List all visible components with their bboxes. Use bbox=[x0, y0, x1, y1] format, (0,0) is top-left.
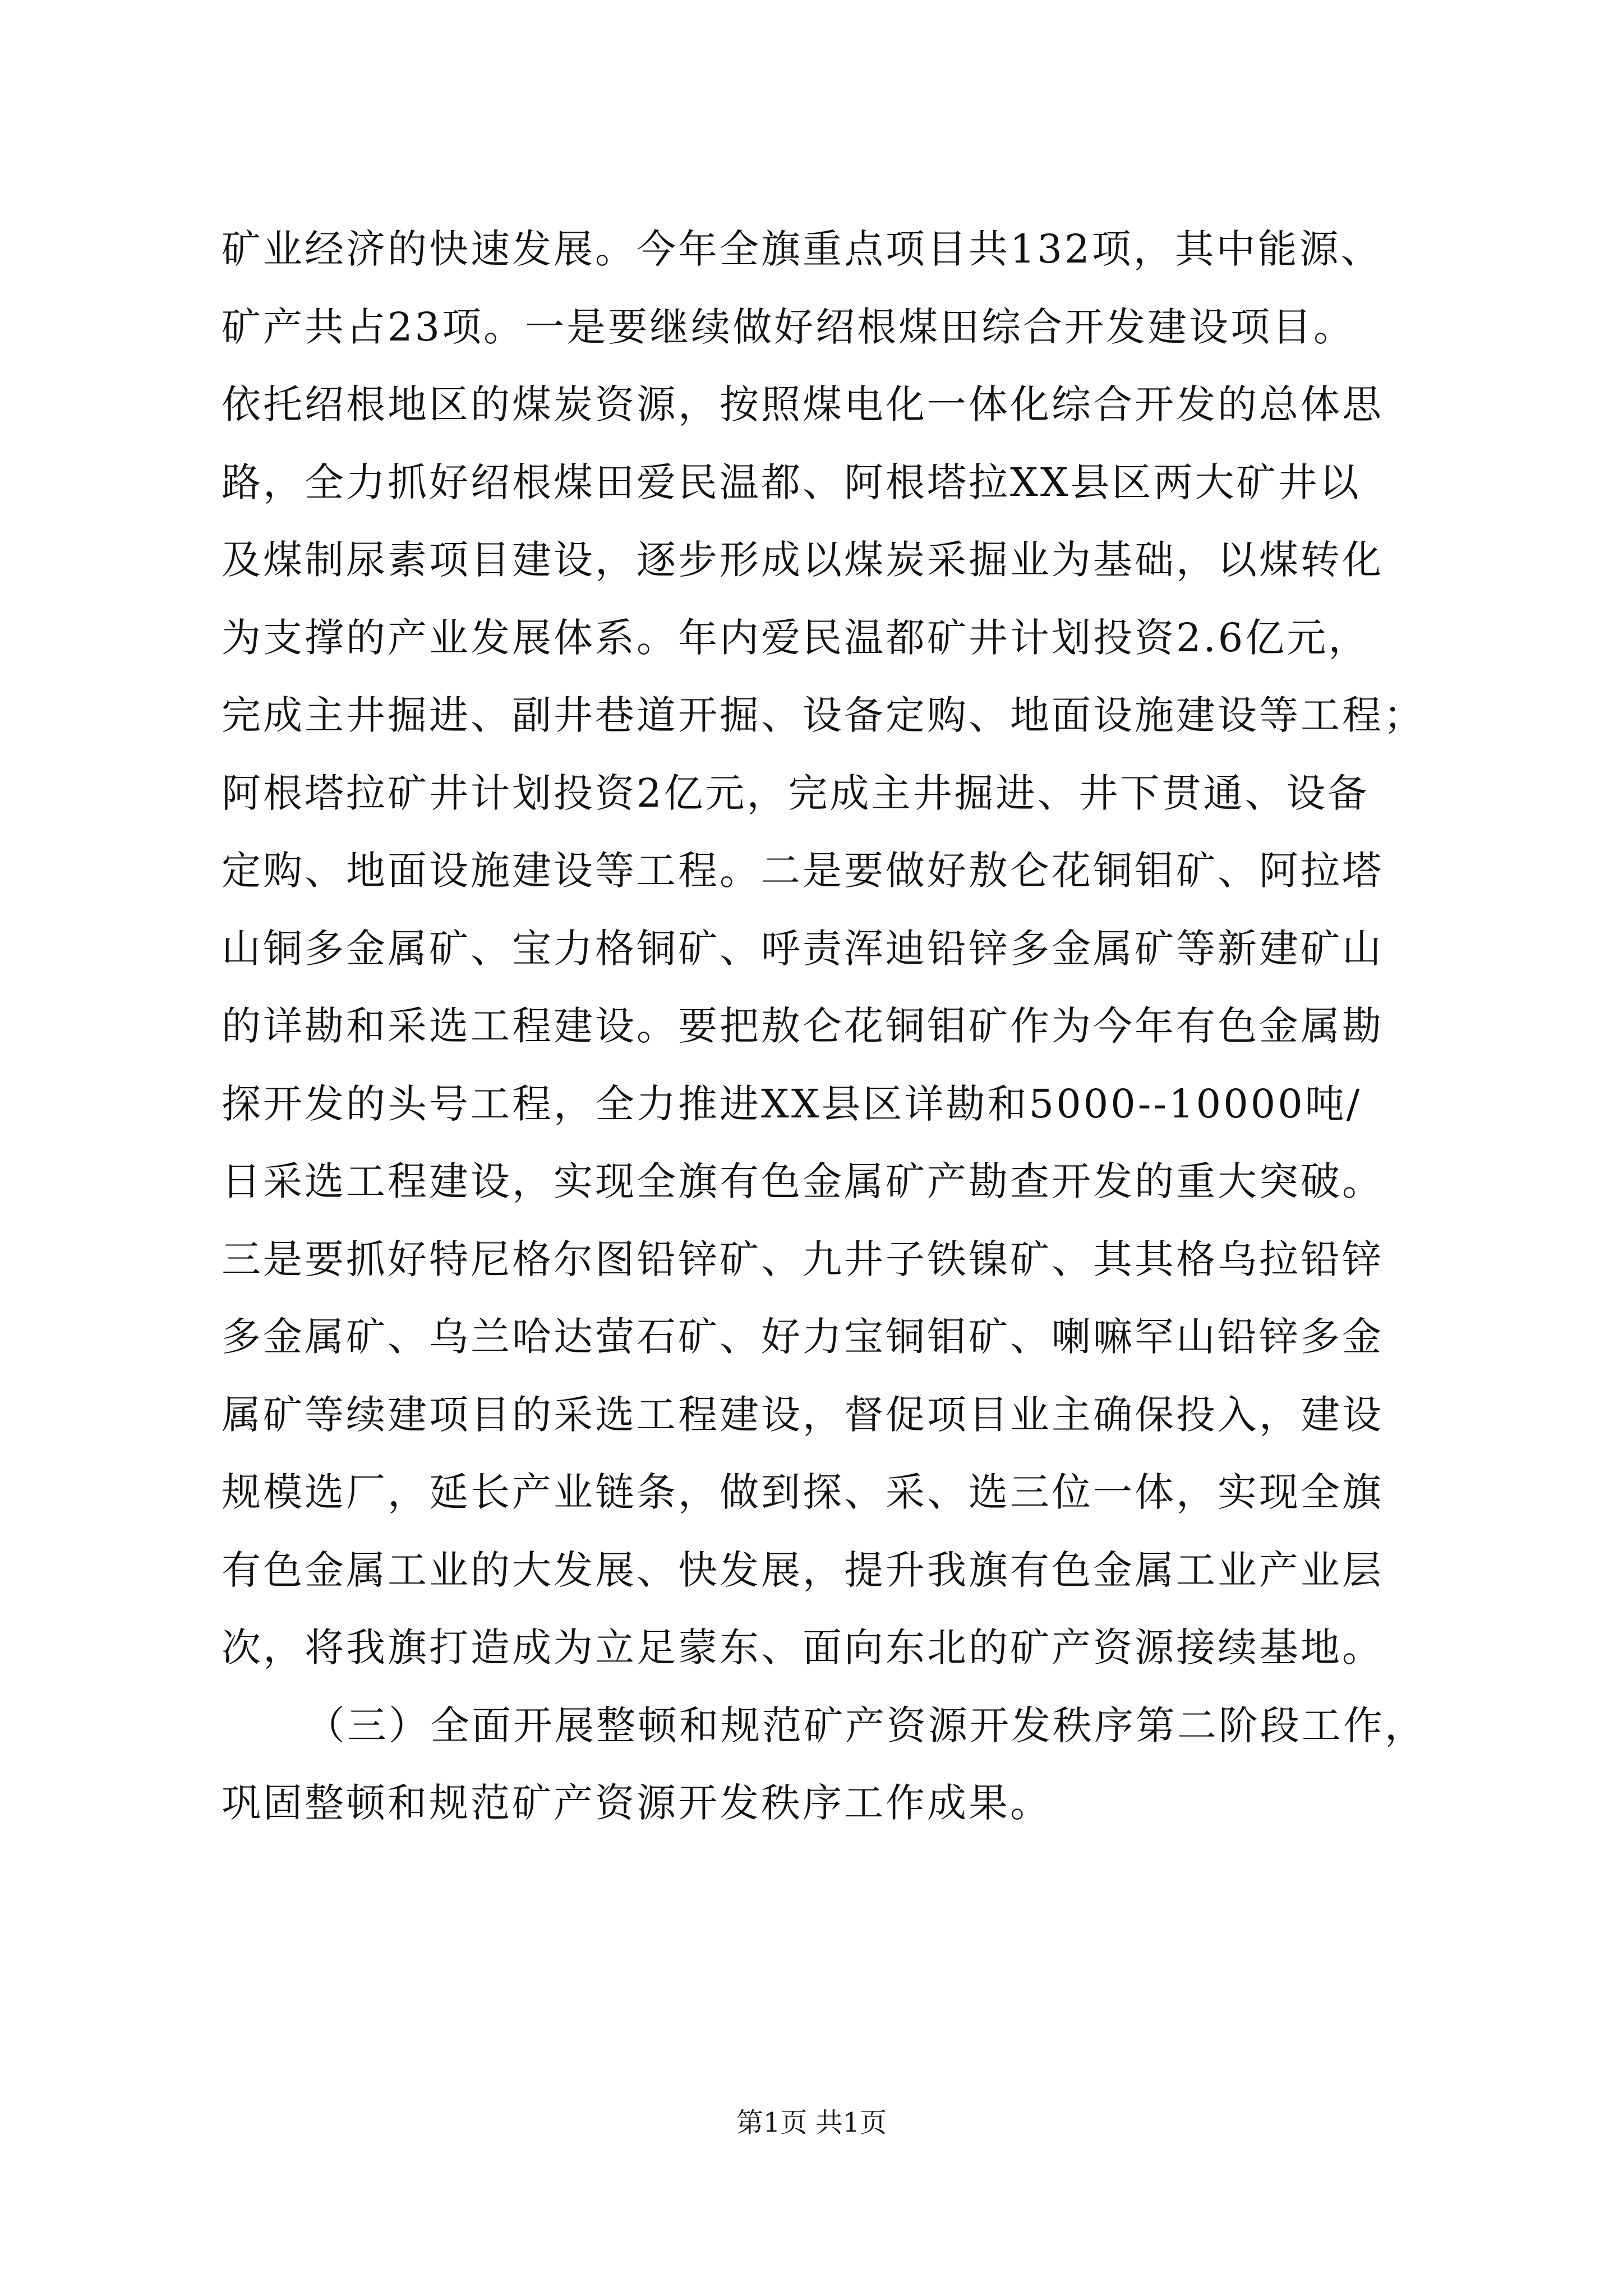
text-line: 完成主井掘进、副井巷道开掘、设备定购、地面设施建设等工程； bbox=[222, 692, 1425, 738]
text-line: 三是要抓好特尼格尔图铅锌矿、九井子铁镍矿、其其格乌拉铅锌 bbox=[222, 1236, 1384, 1282]
page-footer: 第1页 共1页 bbox=[736, 2107, 887, 2138]
text-line: 为支撑的产业发展体系。年内爱民温都矿井计划投资2.6亿元， bbox=[222, 614, 1370, 661]
text-line: 定购、地面设施建设等工程。二是要做好敖仑花铜钼矿、阿拉塔 bbox=[222, 848, 1384, 894]
text-line: 及煤制尿素项目建设，逐步形成以煤炭采掘业为基础，以煤转化 bbox=[222, 537, 1384, 583]
text-line: 规模选厂，延长产业链条，做到探、采、选三位一体，实现全旗 bbox=[222, 1469, 1384, 1515]
text-line: 山铜多金属矿、宝力格铜矿、呼责浑迪铅锌多金属矿等新建矿山 bbox=[222, 925, 1384, 972]
section-heading-line: （三）全面开展整顿和规范矿产资源开发秩序第二阶段工作， bbox=[306, 1702, 1426, 1749]
text-line: 巩固整顿和规范矿产资源开发秩序工作成果。 bbox=[222, 1780, 1052, 1826]
text-line: 有色金属工业的大发展、快发展，提升我旗有色金属工业产业层 bbox=[222, 1547, 1384, 1593]
text-line: 路，全力抓好绍根煤田爱民温都、阿根塔拉XX县区两大矿井以 bbox=[222, 459, 1361, 505]
text-line: 的详勘和采选工程建设。要把敖仑花铜钼矿作为今年有色金属勘 bbox=[222, 1003, 1384, 1049]
text-line: 次，将我旗打造成为立足蒙东、面向东北的矿产资源接续基地。 bbox=[222, 1625, 1384, 1671]
text-line: 矿业经济的快速发展。今年全旗重点项目共132项，其中能源、 bbox=[222, 226, 1382, 272]
text-line: 探开发的头号工程，全力推进XX县区详勘和5000--10000吨/ bbox=[222, 1080, 1362, 1127]
text-line: 依托绍根地区的煤炭资源，按照煤电化一体化综合开发的总体思 bbox=[222, 381, 1384, 427]
text-line: 阿根塔拉矿井计划投资2亿元，完成主井掘进、井下贯通、设备 bbox=[222, 770, 1370, 816]
text-line: 日采选工程建设，实现全旗有色金属矿产勘查开发的重大突破。 bbox=[222, 1158, 1384, 1204]
text-line: 矿产共占23项。一是要继续做好绍根煤田综合开发建设项目。 bbox=[222, 303, 1355, 350]
text-line: 属矿等续建项目的采选工程建设，督促项目业主确保投入，建设 bbox=[222, 1391, 1384, 1438]
text-line: 多金属矿、乌兰哈达萤石矿、好力宝铜钼矿、喇嘛罕山铅锌多金 bbox=[222, 1314, 1384, 1360]
body-text bbox=[222, 210, 1455, 1842]
